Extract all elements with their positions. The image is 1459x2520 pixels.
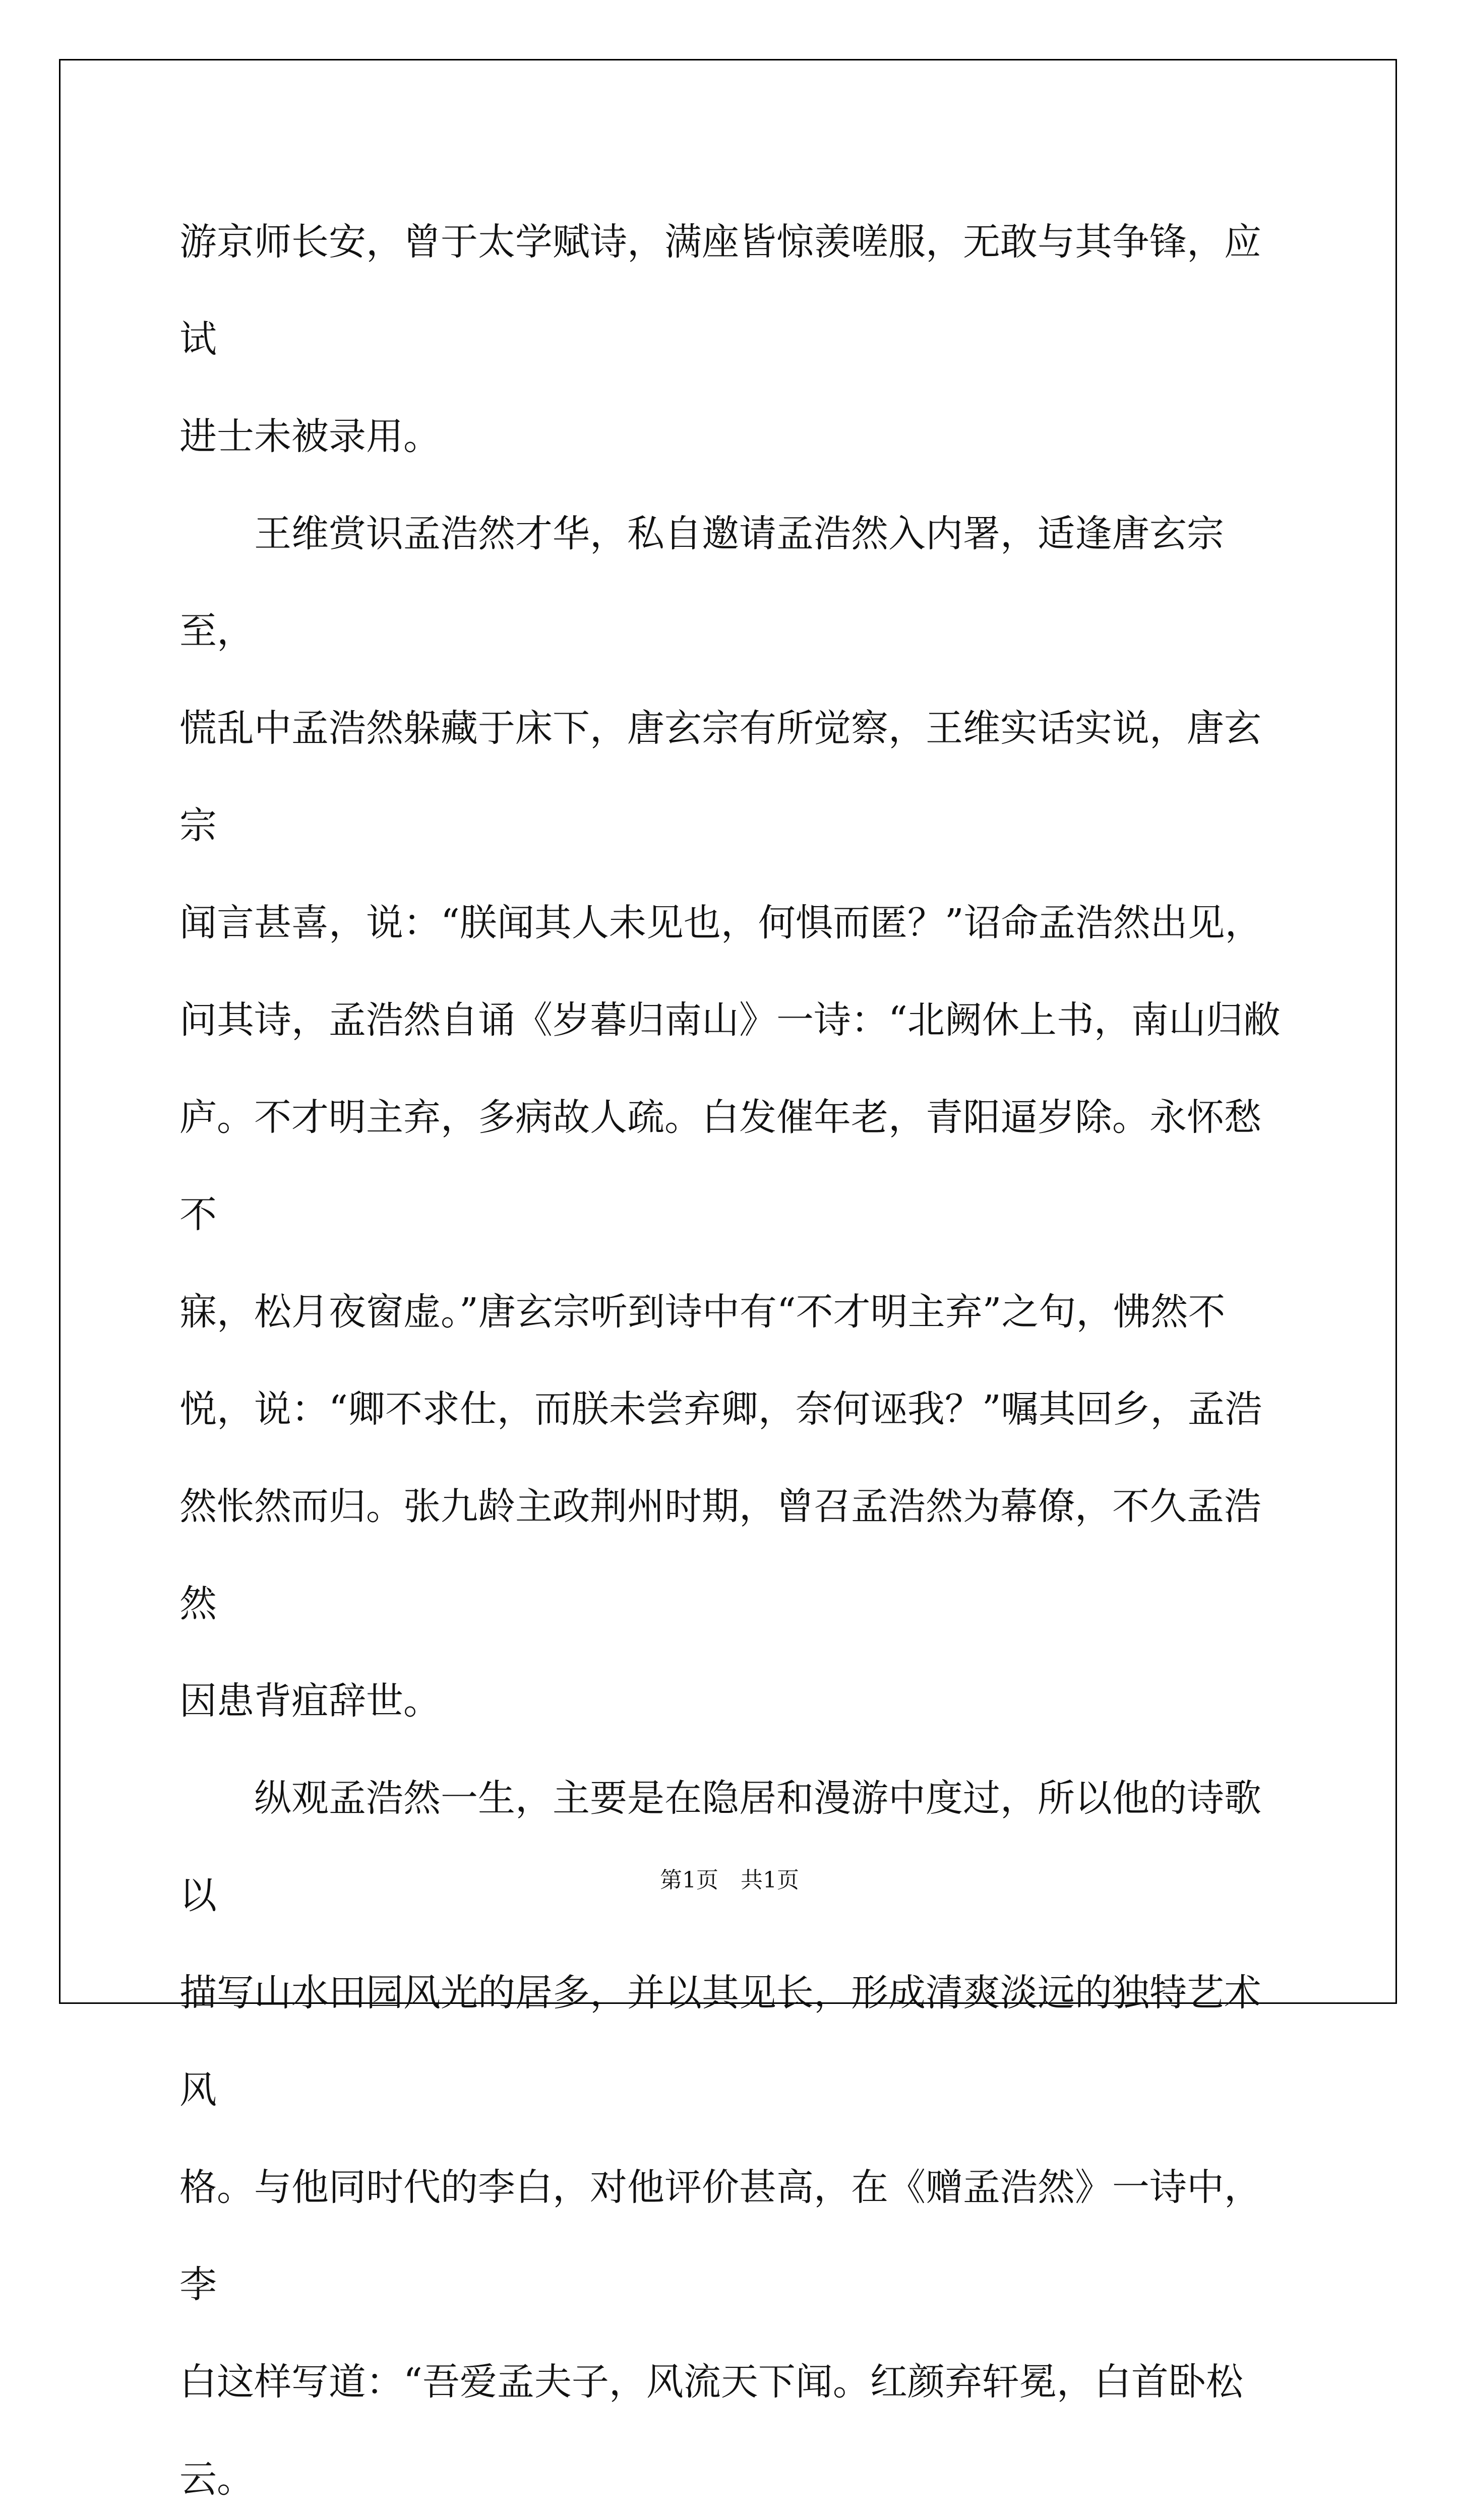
text-line: 因患背疽辞世。	[179, 1679, 441, 1723]
text-line: 寐，松月夜窗虚。”唐玄宗听到诗中有“不才明主弃”之句，怫然不	[179, 1290, 1226, 1334]
text-line: 纵观孟浩然一生，主要是在隐居和漫游中度过，所以他的诗歌以	[179, 1777, 1261, 1917]
text-line: 王维赏识孟浩然才华，私自邀请孟浩然入内署，适逢唐玄宗至，	[179, 512, 1224, 653]
text-line: 然怅然而归。张九龄主政荆州时期，曾召孟浩然为幕僚，不久孟浩然	[179, 1485, 1261, 1625]
text-line: 白这样写道：“吾爱孟夫子，风流天下闻。红颜弃轩冕，白首卧松云。	[179, 2360, 1243, 2501]
text-line: 描写山水田园风光的居多，并以其见长，形成清爽淡远的独特艺术风	[179, 1971, 1261, 2112]
text-line: 慌乱中孟浩然躲藏于床下，唐玄宗有所觉察，王维实话实说，唐玄宗	[179, 707, 1261, 847]
text-line: 悦，说：“卿不求仕，而朕未尝弃卿，奈何诬我？”嘱其回乡，孟浩	[179, 1388, 1262, 1431]
document-body	[179, 194, 1289, 2520]
text-line: 游京师长安，曾于太学赋诗，满座皆惊羡嗟服，无敢与其争锋，应试	[179, 220, 1261, 361]
text-line: 闻言甚喜，说：“朕闻其人未见也，何惧而匿？”诏命孟浩然出见，	[179, 901, 1262, 944]
text-line: 问其诗，孟浩然自诵《岁暮归南山》一诗：“北阙休上书，南山归敝	[179, 998, 1281, 1042]
page-footer: 第1页 共1页	[660, 1867, 799, 1893]
text-line: 格。与他同时代的李白，对他评价甚高，在《赠孟浩然》一诗中，李	[179, 2166, 1261, 2306]
text-line: 庐。不才明主弃，多病故人疏。白发催年老，青阳逼岁除。永怀愁不	[179, 1096, 1261, 1236]
text-line: 进士未被录用。	[179, 415, 441, 458]
